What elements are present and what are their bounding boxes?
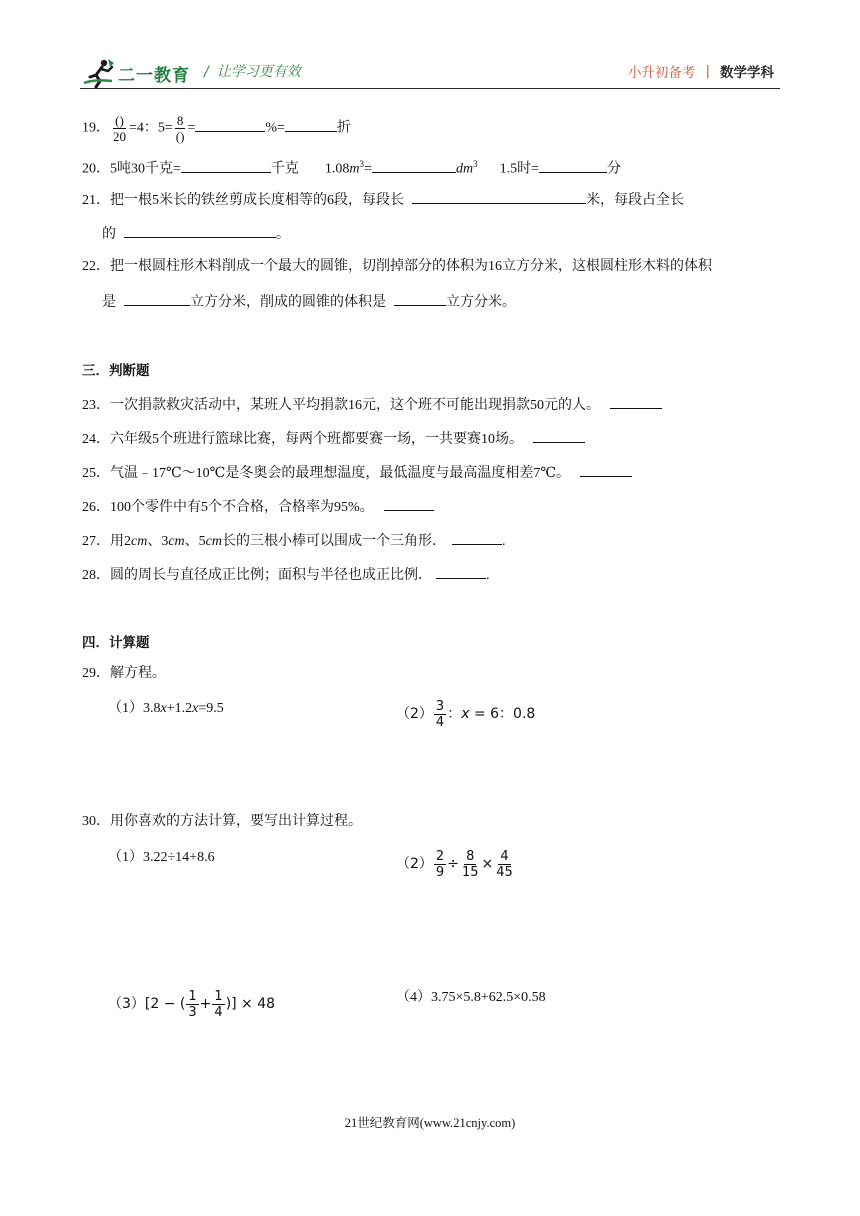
answer-blank[interactable] bbox=[285, 116, 337, 132]
running-man-icon bbox=[82, 57, 116, 89]
question-24: 24．六年级5个班进行篮球比赛，每两个班都要赛一场，一共要赛10场。 bbox=[82, 427, 585, 450]
question-19: 19． $\frac{()}{20}$ =4：5= $\frac{8}{()}$ = %= 折 bbox=[82, 113, 351, 144]
answer-blank[interactable] bbox=[181, 157, 271, 173]
fraction: $\frac{()}{20}$ bbox=[113, 113, 126, 144]
question-30-part-2: （2） $\frac{2}{9}$ ÷ $\frac{8}{15}$ × $\frac{4}{45}$ bbox=[396, 848, 513, 880]
question-20: 20．5吨30千克= 千克 $1.08m^3= dm^3$ 1.5时= 分 bbox=[82, 154, 621, 180]
answer-blank[interactable] bbox=[610, 393, 662, 409]
question-21-cont: 的 。 bbox=[102, 222, 290, 245]
question-29-part-2: （2） $\frac{3}{4}$ ：x = 6：0.8 bbox=[396, 698, 536, 730]
answer-blank[interactable] bbox=[580, 461, 632, 477]
question-30-part-1: （1）3.22÷14+8.6 bbox=[108, 850, 215, 865]
question-30-part-3: （3）[2 − ( $\frac{1}{3}$ + $\frac{1}{4}$ )] × 48 bbox=[108, 988, 276, 1020]
fraction: $\frac{3}{4}$ bbox=[435, 698, 445, 730]
question-22: 22．把一根圆柱形木料削成一个最大的圆锥，切削掉部分的体积为16立方分米，这根圆柱形木料的体积 bbox=[82, 259, 712, 274]
logo bbox=[82, 56, 190, 90]
header-right: 小升初备考 | 数学学科 bbox=[627, 63, 774, 81]
question-29-title: 29．解方程。 bbox=[82, 666, 166, 681]
answer-blank[interactable] bbox=[539, 157, 607, 173]
answer-blank[interactable] bbox=[394, 290, 446, 306]
exam-label: 小升初备考 bbox=[627, 65, 696, 81]
question-27: 27．用2cm、3cm、5cm长的三根小棒可以围成一个三角形． . bbox=[82, 529, 505, 552]
answer-blank[interactable] bbox=[412, 188, 586, 204]
question-21: 21．把一根5米长的铁丝剪成长度相等的6段，每段长 米，每段占全长 bbox=[82, 188, 684, 211]
subject-label: 数学学科 bbox=[720, 65, 774, 81]
section-heading-calculation: 四．计算题 bbox=[82, 635, 150, 651]
header-divider bbox=[80, 88, 780, 89]
answer-blank[interactable] bbox=[452, 529, 502, 545]
question-29-part-1: （1）3.8x+1.2x=9.5 bbox=[108, 701, 224, 716]
answer-blank[interactable] bbox=[124, 290, 190, 306]
answer-blank[interactable] bbox=[124, 222, 276, 238]
answer-blank[interactable] bbox=[372, 157, 456, 173]
answer-blank[interactable] bbox=[195, 116, 265, 132]
question-22-cont: 是 立方分米，削成的圆锥的体积是 立方分米。 bbox=[102, 290, 516, 313]
fraction: $\frac{8}{()}$ bbox=[175, 113, 185, 144]
question-26: 26．100个零件中有5个不合格，合格率为95%。 bbox=[82, 495, 434, 518]
section-heading-judgement: 三．判断题 bbox=[82, 363, 150, 379]
logo-text: 二一教育 bbox=[118, 65, 190, 86]
answer-blank[interactable] bbox=[533, 427, 585, 443]
page-footer: 21世纪教育网(www.21cnjy.com) bbox=[344, 1116, 516, 1130]
question-28: 28．圆的周长与直径成正比例；面积与半径也成正比例． . bbox=[82, 563, 490, 586]
answer-blank[interactable] bbox=[384, 495, 434, 511]
question-23: 23．一次捐款救灾活动中，某班人平均捐款16元，这个班不可能出现捐款50元的人。 bbox=[82, 393, 662, 416]
slogan: / 让学习更有效 bbox=[204, 64, 301, 80]
question-25: 25．气温﹣17℃～10℃是冬奥会的最理想温度，最低温度与最高温度相差7℃。 bbox=[82, 461, 632, 484]
answer-blank[interactable] bbox=[436, 563, 486, 579]
question-30-part-4: （4）3.75×5.8+62.5×0.58 bbox=[396, 990, 546, 1005]
question-30-title: 30．用你喜欢的方法计算，要写出计算过程。 bbox=[82, 814, 362, 829]
